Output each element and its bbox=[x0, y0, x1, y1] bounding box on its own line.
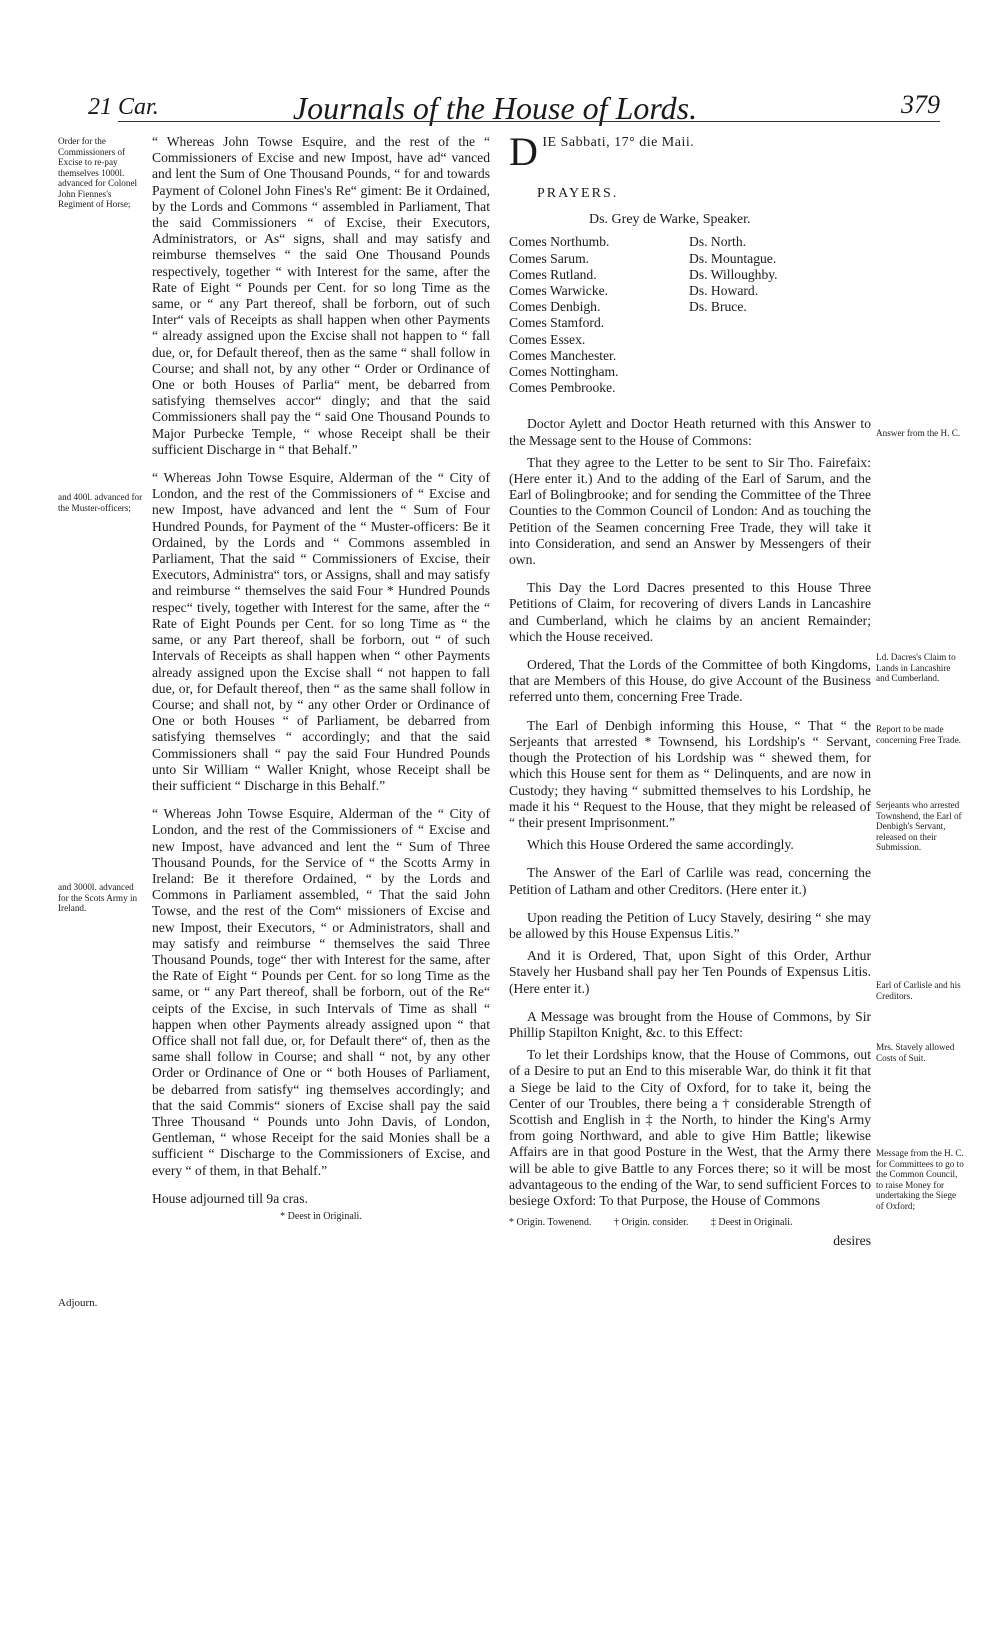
page-number: 379 bbox=[901, 90, 940, 119]
ordinance-paragraph-2: “ Whereas John Towse Esquire, Alderman of the “ City of London, and the rest of the Commissioners of “ Excise and new Impost, have advanced and lent the “ Sum of Four Hundred Pounds, for Payment of the “ Muster-officers: Be it Ordained, by the Lords and “ Commons assembled in Parliament, That the said “ Commissioners of Excise, their Executors, Administra“ tors, or Assigns, shall and may satisfy and reimburse “ themselves the said Four * Hundred Pounds respec“ tively, together with Interest for the same, after the “ Rate of Eight Pounds per Cent. for so long Time as “ the same, or any Part thereof, shall be forborn, out “ of such Intervals of Receipts as shall happen when “ other Payments already assigned upon the Excise shall “ not happen to fall due, or, for Default thereof, then “ as the same shall follow in Course; and shall not, by “ any other Order or Ordinance of One or both Houses “ of Parliament, be debarred from satisfying themselves “ accordingly; and that the said Commissioners shall “ pay the said Four Hundred Pounds unto Sir William “ Waller Knight, whose Receipt shall be their sufficient “ Discharge in this Behalf.” bbox=[152, 470, 490, 793]
roll-entry: Comes Pembrooke. bbox=[509, 380, 616, 396]
margin-note-serjeants: Serjeants who arrested Townshend, the Earl of Denbigh's Servant, released on their Submission. bbox=[876, 800, 962, 852]
roll-entry: Ds. Mountague. bbox=[689, 250, 777, 266]
paragraph-dacres-claim: This Day the Lord Dacres presented to this House Three Petitions of Claim, for recovering of divers Lands in Lancashire and Cumberland, which he claims by an ancient Remainder; which the House received. bbox=[509, 580, 871, 644]
prayers-heading: PRAYERS. bbox=[537, 186, 619, 201]
roll-entry: Comes Sarum. bbox=[509, 250, 590, 266]
day-heading bbox=[509, 129, 871, 174]
margin-note-free-trade: Report to be made concerning Free Trade. bbox=[876, 724, 961, 745]
margin-note-dacres: Ld. Dacres's Claim to Lands in Lancashire and Cumberland. bbox=[876, 652, 956, 683]
right-column bbox=[509, 129, 871, 1250]
footnote-3: ‡ Deest in Originali. bbox=[710, 1217, 793, 1229]
header-rule bbox=[118, 121, 940, 122]
comites-list bbox=[509, 234, 689, 396]
paragraph-serjeants: The Earl of Denbigh informing this House, “ That “ the Serjeants that arrested * Townsend, his Lordship's “ Servant, though the Protection of his Lordship was “ shewed them, for which this House sent for them as “ Delinquents, and are now in Custody; they having “ submitted themselves to his Lordship, he made it his “ Request to the House, that they might be released of “ their present Imprisonment.” bbox=[509, 717, 871, 830]
attendance-roll bbox=[509, 234, 871, 396]
footnote-1: * Origin. Towenend. bbox=[509, 1217, 592, 1229]
paragraph-carlile-answer: The Answer of the Earl of Carlile was read, concerning the Petition of Latham and other Creditors. (Here enter it.) bbox=[509, 865, 871, 897]
paragraph-siege-oxford: To let their Lordships know, that the House of Commons, out of a Desire to put an End to this miserable War, do think it fit that a Siege be laid to the City of Oxford, for to take it, being the Center of our Troubles, there being a † considerable Strength of Scottish and English in ‡ the North, to hinder the King's Army from going Northward, and able to give Him Battle; likewise Affairs are in that good Posture in the West, that the Army there will be able to give Battle to any Forces there; so it will be most advantageous to the ending of the War, to send sufficient Forces to besiege Oxford: To that Purpose, the House of Commons bbox=[509, 1047, 871, 1208]
margin-note-muster-officers: and 400l. advanced for the Muster-officers; bbox=[58, 492, 143, 513]
margin-note-order-commissioners: Order for the Commissioners of Excise to re-pay themselves 1000l. advanced for Colonel John Fiennes's Regiment of Horse; bbox=[58, 136, 138, 209]
roll-entry: Comes Manchester. bbox=[509, 347, 617, 363]
paragraph-ordered-release: Which this House Ordered the same accordingly. bbox=[527, 837, 794, 853]
speaker-line: Ds. Grey de Warke, Speaker. bbox=[589, 212, 751, 228]
roll-entry: Comes Stamford. bbox=[509, 315, 605, 331]
roll-entry: Ds. Howard. bbox=[689, 283, 759, 299]
right-footnotes bbox=[509, 1215, 871, 1231]
ordinance-paragraph-3: “ Whereas John Towse Esquire, Alderman of the “ City of London, and the rest of the Commissioners of “ Excise and new Impost, have advanced and lent the “ Sum of Three Thousand Pounds, for the Service of “ the Scotts Army in Ireland: Be it therefore Ordained, “ by the Lords and Commons in Parliament assembled, “ That the said John Towse, and the rest of the Com“ missioners of Excise and new Impost, their Executors, “ or Administrators, shall and may satisfy and reimburse “ themselves the said Three Thousand Pounds, toge“ ther with Interest for the same, after the Rate of Eight “ Pounds per Cent. for so long Time as the same, or “ any Part thereof, shall be forborn, out of the Re“ ceipts of the Excise, in such Intervals of Time as shall “ happen when other Payments already assigned upon “ that Office shall not fall due, or, for Default there“ of, then as the same shall follow in Course; and shall “ not, by any other Order or Ordinance of One or “ both Houses of Parliament, be debarred from satisfy“ ing themselves accordingly; and that the said Commis“ sioners of Excise shall pay the said Three Thousand “ Pounds unto John Davis, of London, Gentleman, “ whose Receipt for the said Monies shall be a sufficient “ Discharge to the Commissioners of Excise, and every “ of them, in that Behalf.” bbox=[152, 806, 490, 1178]
margin-note-stavely: Mrs. Stavely allowed Costs of Suit. bbox=[876, 1042, 955, 1063]
roll-entry: Comes Rutland. bbox=[509, 266, 597, 282]
roll-entry: Ds. North. bbox=[689, 234, 747, 250]
margin-note-carlisle: Earl of Carlisle and his Creditors. bbox=[876, 980, 961, 1001]
paragraph-stavely-petition: Upon reading the Petition of Lucy Stavely, desiring “ she may be allowed by this House Expensus Litis.” bbox=[509, 909, 871, 941]
left-column bbox=[152, 134, 490, 1225]
footnote-2: † Origin. consider. bbox=[613, 1217, 689, 1229]
margin-note-message-commons: Message from the H. C. for Committees to go to the Common Council, to raise Money for undertaking the Siege of Oxford; bbox=[876, 1148, 964, 1211]
ordinance-paragraph-1: “ Whereas John Towse Esquire, and the rest of the “ Commissioners of Excise and new Impost, have ad“ vanced and lent the Sum of One Thousand Pounds, “ for and towards Payment of Colonel John Fines's Re“ giment: Be it Ordained, by the Lords and Commons “ assembled in Parliament, That the said Commissioners “ of Excise, their Executors, Administrators, or As“ signs, shall and may satisfy and reimburse themselves “ the said One Thousand Pounds respectively, together “ with Interest for the same, after the Rate of Eight “ Pounds per Cent. for so long Time as the same, or “ any Part thereof, shall be forborn, out of such Inter“ vals of Receipts as shall happen when other Payments “ already assigned upon the Excise shall not happen to “ fall due, or, for Default thereof, then as the same “ shall follow in Course; and shall not, by any other “ Order or Ordinance of One or both Houses of Parlia“ ment, be debarred from satisfying themselves accor“ dingly; and that the said Commissioners shall pay the “ said One Thousand Pounds to Major Purbecke Temple, “ whose Receipt shall be their sufficient Discharge in “ that Behalf.” bbox=[152, 134, 490, 457]
roll-entry: Comes Northumb. bbox=[509, 234, 610, 250]
roll-entry: Comes Essex. bbox=[509, 331, 586, 347]
regnal-year: 21 Car. bbox=[88, 94, 159, 120]
roll-entry: Comes Warwicke. bbox=[509, 283, 609, 299]
paragraph-free-trade-order: Ordered, That the Lords of the Committee of both Kingdoms, that are Members of this House, do give Account of the Business referred unto them, concerning Free Trade. bbox=[509, 657, 871, 705]
margin-note-scots-army: and 3000l. advanced for the Scots Army in Ireland. bbox=[58, 882, 138, 913]
roll-entry: Comes Nottingham. bbox=[509, 364, 619, 380]
margin-note-answer-commons: Answer from the H. C. bbox=[876, 428, 961, 438]
paragraph-answer-commons: Doctor Aylett and Doctor Heath returned with this Answer to the Message sent to the House of Commons: bbox=[509, 416, 871, 448]
day-heading-text: IE Sabbati, 17° die Maii. bbox=[542, 135, 695, 150]
paragraph-stavely-order: And it is Ordered, That, upon Sight of this Order, Arthur Stavely her Husband shall pay her Ten Pounds of Expensus Litis. (Here enter it.) bbox=[509, 948, 871, 996]
running-header bbox=[30, 78, 960, 126]
roll-entry: Ds. Bruce. bbox=[689, 299, 747, 315]
barones-list bbox=[689, 234, 839, 396]
paragraph-message-commons: A Message was brought from the House of Commons, by Sir Phillip Stapilton Knight, &c. to this Effect: bbox=[509, 1008, 871, 1040]
drop-capital: D bbox=[509, 129, 539, 174]
adjournment-line: House adjourned till 9a cras. bbox=[152, 1190, 308, 1206]
paragraph-agreement: That they agree to the Letter to be sent to Sir Tho. Fairefaix: (Here enter it.) And to the adding of the Earl of Sarum, and the Earl of Bolingbrooke; and for sending the Committee of the Three Counties to the Common Council of London: And as touching the Petition of the Seamen concerning Free Trade, they will take it into Consideration, and send an Answer by Messengers of their own. bbox=[509, 454, 871, 568]
catchword: desires bbox=[833, 1233, 871, 1249]
left-footnote: * Deest in Originali. bbox=[280, 1211, 362, 1222]
journal-title: Journals of the House of Lords. bbox=[292, 90, 698, 126]
roll-entry: Ds. Willoughby. bbox=[689, 266, 778, 282]
margin-note-adjourn: Adjourn. bbox=[58, 1297, 98, 1309]
roll-entry: Comes Denbigh. bbox=[509, 299, 601, 315]
